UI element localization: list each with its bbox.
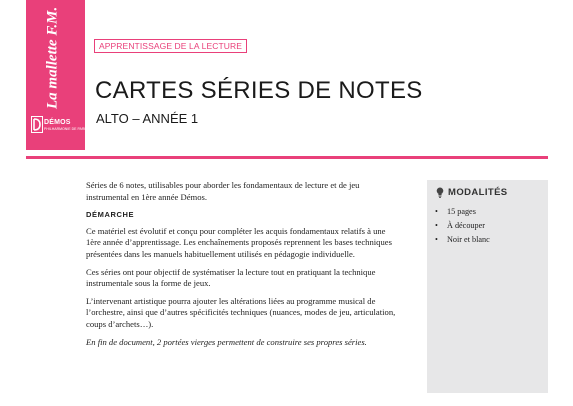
note-paragraph: En fin de document, 2 portées vierges permettent de construire ses propres séries. [86,336,367,347]
intro-paragraph: Séries de 6 notes, utilisables pour aborder les fondamentaux de lecture et de jeu instrumental en 1ère année Démos. [86,180,360,202]
modalities-title: MODALITÉS [448,187,508,198]
body-paragraph: Ces séries ont pour objectif de systématiser la lecture tout en pratiquant la technique instrumentale sous la forme de jeux. [86,266,376,289]
category-tag: APPRENTISSAGE DE LA LECTURE [94,39,247,53]
modalities-heading [436,187,508,198]
list-item: • 15 pages [435,207,490,217]
header-divider [26,156,548,159]
page-subtitle: ALTO – ANNÉE 1 [96,111,199,126]
body-paragraph: L’intervenant artistique pourra ajouter les altérations liées au programme musical de l’orchestre, ainsi que d’autres spécificités techniques (nuances, modes de jeu, articulation, coups d’archets…). [86,295,396,329]
page-title: CARTES SÉRIES DE NOTES [95,77,423,104]
lightbulb-icon [436,187,444,198]
section-heading: DÉMARCHE [86,210,135,220]
body-paragraph: Ce matériel est évolutif et conçu pour compléter les acquis fondamentaux relatifs à une 1ère année d’apprentissage. Les enchaînements proposés reprennent les bases techniques présentées dans les manuels habituellement utilisés en pédagogie individuelle. [86,225,392,259]
demos-logo-name: DÉMOS [44,119,71,126]
demos-logo [30,116,88,142]
main-content [86,180,396,354]
brand-title: La mallette F.M. [44,6,61,110]
list-item: • Noir et blanc [435,235,490,245]
modalities-list [435,207,490,249]
list-item: • À découper [435,221,490,231]
demos-logo-tagline: PHILHARMONIE DE PARIS [44,127,88,131]
demos-logo-icon [31,116,43,133]
modalities-panel [427,180,548,393]
